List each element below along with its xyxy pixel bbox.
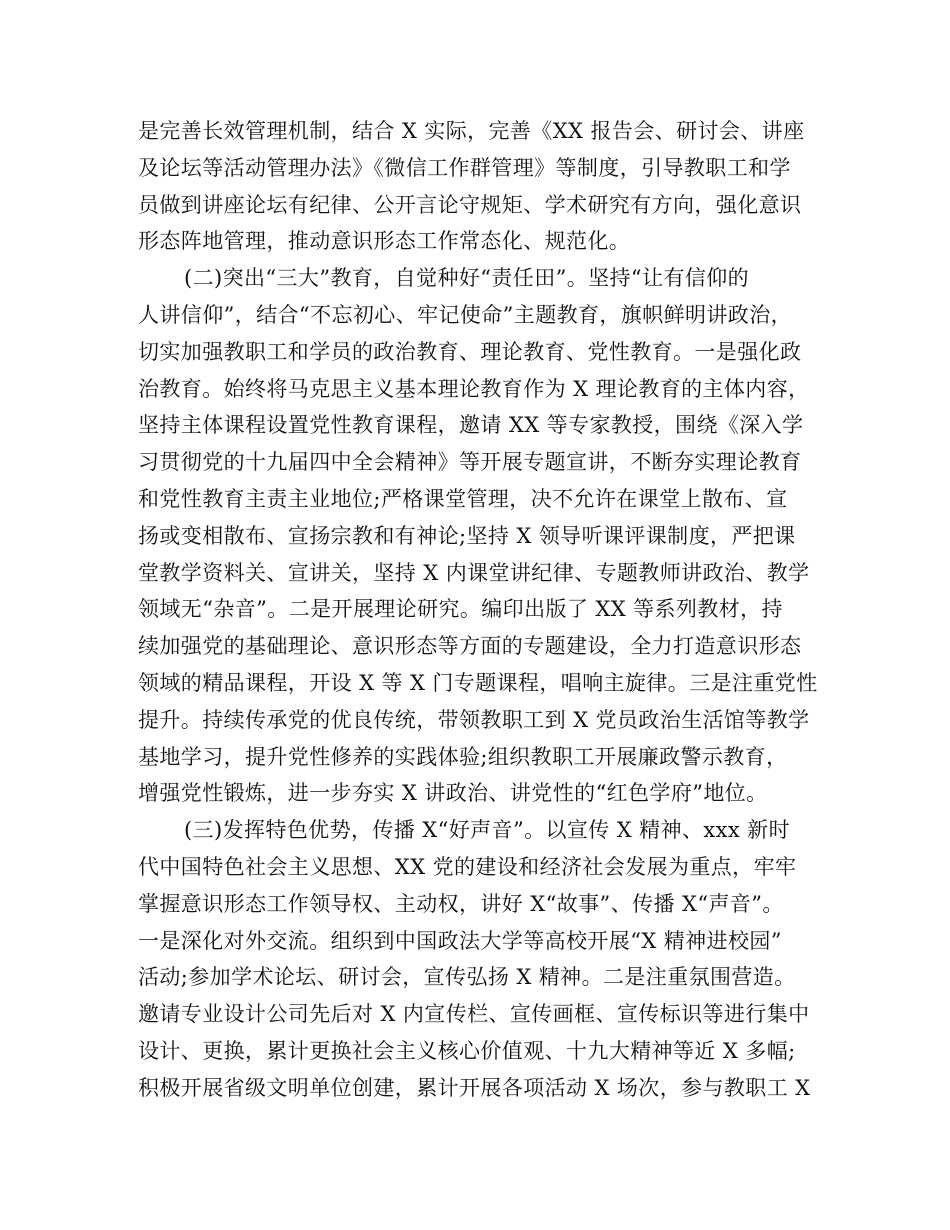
text-line: 员做到讲座论坛有纪律、公开言论守规矩、学术研究有方向，强化意识 bbox=[138, 192, 802, 217]
text-line: 是完善长效管理机制，结合 X 实际，完善《XX 报告会、研讨会、讲座 bbox=[138, 119, 805, 143]
text-line: (三)发挥特色优势，传播 X“好声音”。以宣传 X 精神、xxx 新时 bbox=[184, 818, 790, 843]
text-line: 设计、更换，累计更换社会主义核心价值观、十九大精神等近 X 多幅; bbox=[138, 1038, 796, 1063]
text-line: 代中国特色社会主义思想、XX 党的建设和经济社会发展为重点，牢牢 bbox=[138, 854, 797, 879]
text-line: 人讲信仰”，结合“不忘初心、牢记使命”主题教育，旗帜鲜明讲政治， bbox=[138, 302, 793, 327]
text-line: 基地学习，提升党性修养的实践体验;组织教职工开展廉政警示教育， bbox=[138, 744, 788, 769]
text-line: 活动;参加学术论坛、研讨会，宣传弘扬 X 精神。二是注重氛围营造。 bbox=[138, 965, 796, 990]
text-line: 切实加强教职工和学员的政治教育、理论教育、党性教育。一是强化政 bbox=[138, 339, 802, 364]
text-line: 扬或变相散布、宣扬宗教和有神论;坚持 X 领导听课评课制度，严把课 bbox=[138, 523, 796, 548]
text-line: 治教育。始终将马克思主义基本理论教育作为 X 理论教育的主体内容， bbox=[138, 376, 810, 401]
text-line: 提升。持续传承党的优良传统，带领教职工到 X 党员政治生活馆等教学 bbox=[138, 707, 810, 732]
text-line: 坚持主体课程设置党性教育课程，邀请 XX 等专家教授，围绕《深入学 bbox=[138, 413, 804, 438]
document-body bbox=[138, 113, 838, 1107]
text-line: 堂教学资料关、宣讲关，坚持 X 内课堂讲纪律、专题教师讲政治、教学 bbox=[138, 560, 810, 585]
text-line: 续加强党的基础理论、意识形态等方面的专题建设，全力打造意识形态 bbox=[138, 634, 802, 659]
text-line: 掌握意识形态工作领导权、主动权，讲好 X“故事”、传播 X“声音”。 bbox=[138, 891, 784, 916]
text-line: (二)突出“三大”教育，自觉种好“责任田”。坚持“让有信仰的 bbox=[184, 266, 750, 291]
text-line: 领域的精品课程，开设 X 等 X 门专题课程，唱响主旋律。三是注重党性 bbox=[138, 670, 818, 695]
text-line: 领域无“杂音”。二是开展理论研究。编印出版了 XX 等系列教材，持 bbox=[138, 597, 783, 622]
text-line: 增强党性锻炼，进一步夯实 X 讲政治、讲党性的“红色学府”地位。 bbox=[138, 781, 768, 806]
text-line: 及论坛等活动管理办法》《微信工作群管理》等制度，引导教职工和学 bbox=[138, 155, 791, 180]
text-line: 积极开展省级文明单位创建，累计开展各项活动 X 场次，参与教职工 X bbox=[138, 1075, 811, 1100]
text-line: 一是深化对外交流。组织到中国政法大学等高校开展“X 精神进校园” bbox=[138, 928, 782, 953]
text-line: 习贯彻党的十九届四中全会精神》等开展专题宣讲，不断夯实理论教育 bbox=[138, 450, 802, 475]
text-line: 邀请专业设计公司先后对 X 内宣传栏、宣传画框、宣传标识等进行集中 bbox=[138, 1002, 810, 1027]
text-line: 和党性教育主责主业地位;严格课堂管理，决不允许在课堂上散布、宣 bbox=[138, 486, 788, 511]
text-line: 形态阵地管理，推动意识形态工作常态化、规范化。 bbox=[138, 229, 631, 254]
